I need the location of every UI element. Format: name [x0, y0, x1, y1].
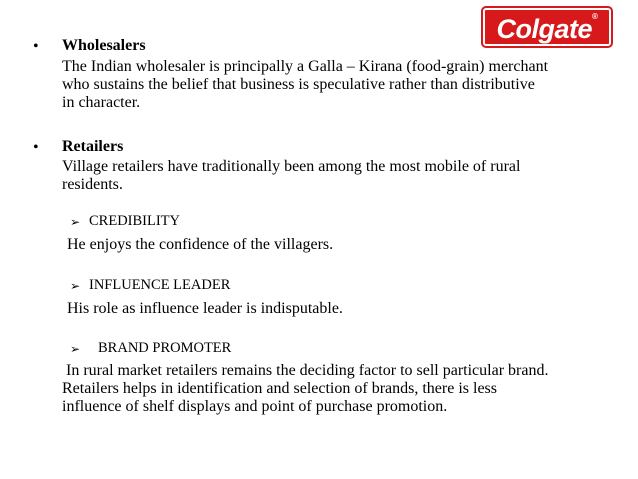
label-influence-leader: INFLUENCE LEADER [89, 277, 231, 293]
colgate-logo: Colgate® [483, 8, 611, 46]
heading-wholesalers: Wholesalers [62, 37, 146, 54]
bullet-retailers: • [33, 139, 39, 156]
text-line: influence of shelf displays and point of purchase promotion. [62, 398, 448, 415]
bullet-wholesalers: • [33, 38, 39, 55]
wholesalers-text [62, 58, 548, 112]
retailers-text [62, 158, 520, 194]
arrow-bullet-icon: ➢ [70, 342, 81, 356]
text-line: Retailers helps in identification and selection of brands, there is less [62, 380, 497, 397]
text-line: who sustains the belief that business is speculative rather than distributive [62, 76, 535, 93]
text-line: Village retailers have traditionally been among the most mobile of rural [62, 158, 521, 175]
arrow-bullet-icon: ➢ [70, 279, 81, 293]
text-line: residents. [62, 176, 123, 193]
text-line: in character. [62, 94, 141, 111]
brand-promoter-text [62, 362, 548, 416]
credibility-text: He enjoys the confidence of the villagers. [67, 236, 334, 253]
label-credibility: CREDIBILITY [89, 213, 181, 229]
influence-leader-text: His role as influence leader is indisputable. [67, 300, 343, 317]
text-line: In rural market retailers remains the deciding factor to sell particular brand. [66, 362, 549, 379]
text-line: The Indian wholesaler is principally a Galla – Kirana (food-grain) merchant [62, 58, 549, 75]
arrow-bullet-icon: ➢ [70, 215, 81, 229]
heading-retailers: Retailers [62, 138, 124, 155]
label-brand-promoter: BRAND PROMOTER [98, 340, 232, 356]
